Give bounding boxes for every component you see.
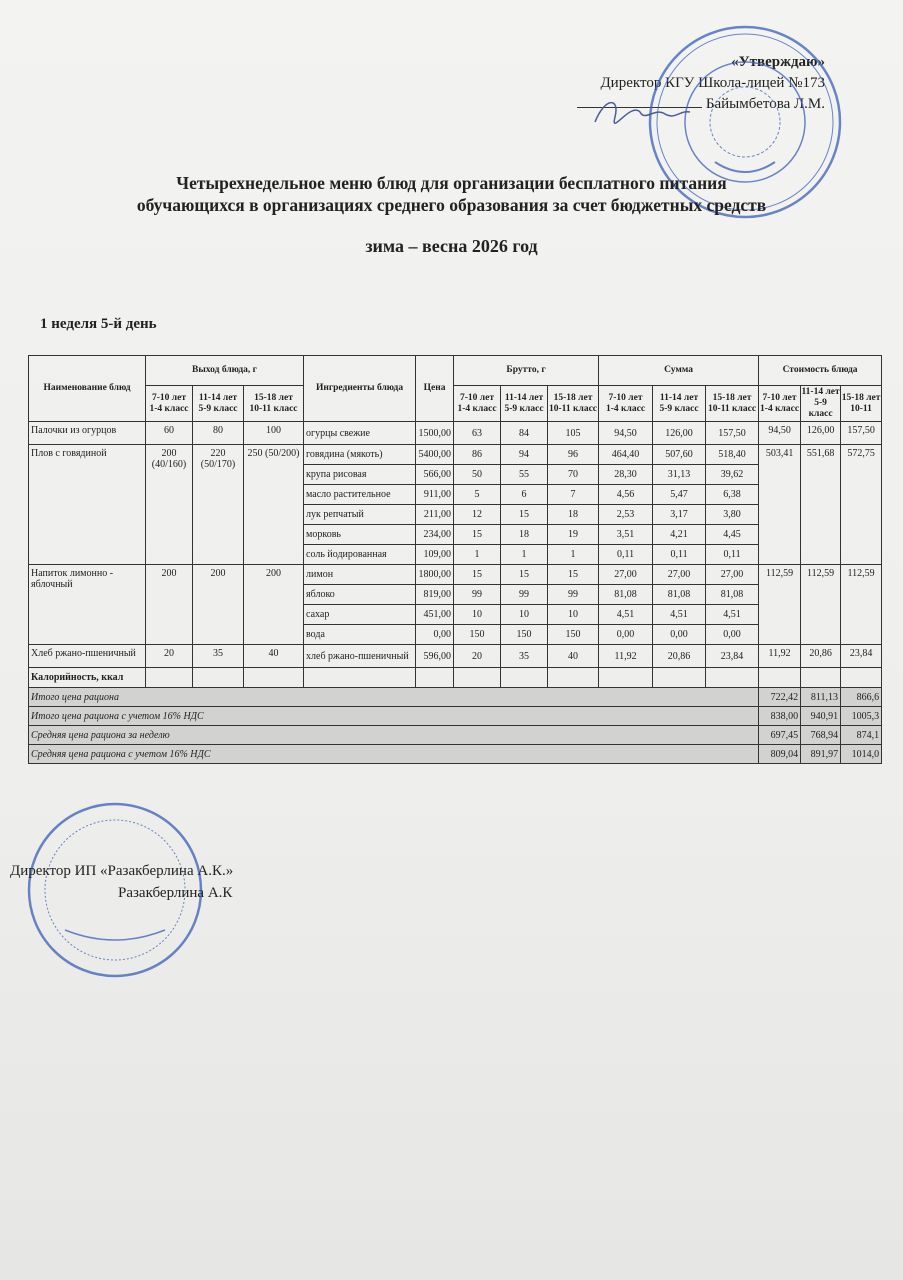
header-brutto-age-group — [548, 386, 599, 422]
ingredient-sum: 2,53 — [599, 505, 653, 525]
ingredient-sum: 27,00 — [599, 565, 653, 585]
ingredient-sum: 4,21 — [653, 525, 706, 545]
ingredient-sum: 4,56 — [599, 485, 653, 505]
totals-row — [29, 726, 882, 745]
ingredient-brutto: 55 — [501, 465, 548, 485]
ingredient-sum: 4,45 — [706, 525, 759, 545]
ingredient-sum: 0,00 — [599, 625, 653, 645]
dish-name: Плов с говядиной — [29, 445, 146, 565]
ingredient-sum: 81,08 — [653, 585, 706, 605]
ingredient-brutto: 15 — [501, 565, 548, 585]
totals-label: Итого цена рациона — [29, 688, 759, 707]
ingredient-brutto: 35 — [501, 645, 548, 668]
ingredient-sum: 0,11 — [653, 545, 706, 565]
empty-cell — [454, 668, 501, 688]
totals-label: Средняя цена рациона с учетом 16% НДС — [29, 745, 759, 764]
empty-cell — [244, 668, 304, 688]
dish-cost: 112,59 — [841, 565, 882, 645]
header-brutto-age-group — [454, 386, 501, 422]
ingredient-brutto: 99 — [501, 585, 548, 605]
signature-line — [577, 107, 702, 108]
grade-label: 5-9 класс — [504, 403, 544, 414]
ingredient-name: огурцы свежие — [304, 422, 416, 445]
totals-value: 722,42 — [759, 688, 801, 707]
document-title — [0, 172, 903, 216]
dish-yield: 20 — [146, 645, 193, 668]
ingredient-sum: 27,00 — [706, 565, 759, 585]
age-label: 15-18 лет — [553, 392, 593, 403]
ingredient-sum: 126,00 — [653, 422, 706, 445]
dish-cost: 94,50 — [759, 422, 801, 445]
ingredient-name: лимон — [304, 565, 416, 585]
ingredient-brutto: 10 — [454, 605, 501, 625]
grade-label: 1-4 класс — [606, 403, 646, 414]
ingredient-brutto: 15 — [548, 565, 599, 585]
ingredient-sum: 3,17 — [653, 505, 706, 525]
grade-label: 1-4 класс — [149, 403, 189, 414]
dish-yield: 60 — [146, 422, 193, 445]
dish-name: Хлеб ржано-пшеничный — [29, 645, 146, 668]
approval-position: Директор КГУ Школа-лицей №173 — [600, 75, 825, 91]
header-sum-age-group — [653, 386, 706, 422]
ingredient-sum: 0,11 — [706, 545, 759, 565]
empty-cell — [193, 668, 244, 688]
grade-label: 1-4 класс — [457, 403, 497, 414]
age-label: 15-18 лет — [254, 392, 293, 403]
ingredient-brutto: 150 — [454, 625, 501, 645]
ingredient-price: 451,00 — [416, 605, 454, 625]
dish-cost: 157,50 — [841, 422, 882, 445]
ingredient-sum: 39,62 — [706, 465, 759, 485]
ingredient-brutto: 40 — [548, 645, 599, 668]
dish-cost: 20,86 — [801, 645, 841, 668]
ingredient-sum: 464,40 — [599, 445, 653, 465]
header-ingredients: Ингредиенты блюда — [304, 356, 416, 422]
ingredient-name: масло растительное — [304, 485, 416, 505]
totals-value: 697,45 — [759, 726, 801, 745]
dish-yield: 100 — [244, 422, 304, 445]
totals-value: 811,13 — [801, 688, 841, 707]
ingredient-price: 109,00 — [416, 545, 454, 565]
age-label: 15-18 лет — [712, 392, 752, 403]
ingredient-brutto: 7 — [548, 485, 599, 505]
dish-cost: 551,68 — [801, 445, 841, 565]
age-label: 15-18 лет — [841, 392, 881, 403]
dish-cost: 126,00 — [801, 422, 841, 445]
ingredient-brutto: 50 — [454, 465, 501, 485]
ingredient-sum: 4,51 — [599, 605, 653, 625]
approval-heading: «Утверждаю» — [731, 54, 825, 70]
totals-row — [29, 745, 882, 764]
age-label: 7-10 лет — [151, 392, 186, 403]
ingredient-brutto: 150 — [548, 625, 599, 645]
ingredient-brutto: 18 — [501, 525, 548, 545]
empty-cell — [706, 668, 759, 688]
totals-value: 1005,3 — [841, 707, 882, 726]
header-sum-age-group — [706, 386, 759, 422]
totals-value: 1014,0 — [841, 745, 882, 764]
ingredient-sum: 81,08 — [706, 585, 759, 605]
dish-yield: 250 (50/200) — [244, 445, 304, 565]
grade-label: 1-4 класс — [760, 403, 800, 414]
ingredient-brutto: 15 — [501, 505, 548, 525]
age-label: 11-14 лет — [198, 392, 238, 403]
ingredient-name: морковь — [304, 525, 416, 545]
ingredient-name: хлеб ржано-пшеничный — [304, 645, 416, 668]
ingredient-brutto: 1 — [548, 545, 599, 565]
dish-cost: 23,84 — [841, 645, 882, 668]
header-yield-age-group — [244, 386, 304, 422]
empty-cell — [841, 668, 882, 688]
dish-yield: 40 — [244, 645, 304, 668]
dish-yield: 200 — [146, 565, 193, 645]
grade-label: 5-9 класс — [198, 403, 238, 414]
empty-cell — [599, 668, 653, 688]
ingredient-price: 5400,00 — [416, 445, 454, 465]
ingredient-brutto: 15 — [454, 565, 501, 585]
ingredient-price: 1800,00 — [416, 565, 454, 585]
menu-table — [28, 355, 882, 764]
totals-row — [29, 707, 882, 726]
ingredient-sum: 518,40 — [706, 445, 759, 465]
grade-label: 5-9 класс — [659, 403, 699, 414]
ingredient-sum: 94,50 — [599, 422, 653, 445]
totals-value: 940,91 — [801, 707, 841, 726]
totals-value: 866,6 — [841, 688, 882, 707]
title-line-1: Четырехнедельное меню блюд для организации бесплатного питания — [176, 173, 727, 193]
header-dish: Наименование блюд — [29, 356, 146, 422]
ingredient-name: вода — [304, 625, 416, 645]
header-yield-age-group — [146, 386, 193, 422]
empty-cell — [146, 668, 193, 688]
ingredient-sum: 23,84 — [706, 645, 759, 668]
ingredient-sum: 4,51 — [653, 605, 706, 625]
ingredient-sum: 20,86 — [653, 645, 706, 668]
ingredient-brutto: 20 — [454, 645, 501, 668]
week-day: 1 неделя 5-й день — [40, 316, 157, 332]
ingredient-name: крупа рисовая — [304, 465, 416, 485]
ingredient-brutto: 99 — [454, 585, 501, 605]
ingredient-name: яблоко — [304, 585, 416, 605]
ingredient-brutto: 70 — [548, 465, 599, 485]
age-label: 7-10 лет — [460, 392, 495, 403]
totals-label: Средняя цена рациона за неделю — [29, 726, 759, 745]
dish-name: Напиток лимонно - яблочный — [29, 565, 146, 645]
calories-label: Калорийность, ккал — [29, 668, 146, 688]
header-sum-age-group — [599, 386, 653, 422]
ingredient-sum: 4,51 — [706, 605, 759, 625]
header-brutto: Брутто, г — [454, 356, 599, 386]
empty-cell — [548, 668, 599, 688]
ingredient-brutto: 19 — [548, 525, 599, 545]
empty-cell — [501, 668, 548, 688]
ingredient-price: 1500,00 — [416, 422, 454, 445]
ingredient-price: 211,00 — [416, 505, 454, 525]
ingredient-brutto: 86 — [454, 445, 501, 465]
supplier-name: Разакберлина А.К — [118, 885, 233, 901]
ingredient-brutto: 10 — [501, 605, 548, 625]
age-label: 7-10 лет — [762, 392, 797, 403]
ingredient-brutto: 63 — [454, 422, 501, 445]
supplier-position: Директор ИП «Разакберлина А.К.» — [10, 863, 234, 879]
ingredient-price: 0,00 — [416, 625, 454, 645]
ingredient-brutto: 84 — [501, 422, 548, 445]
totals-label: Итого цена рациона с учетом 16% НДС — [29, 707, 759, 726]
empty-cell — [653, 668, 706, 688]
dish-cost: 503,41 — [759, 445, 801, 565]
ingredient-brutto: 5 — [454, 485, 501, 505]
ingredient-sum: 0,11 — [599, 545, 653, 565]
dish-yield: 35 — [193, 645, 244, 668]
header-yield-age-group — [193, 386, 244, 422]
ingredient-price: 911,00 — [416, 485, 454, 505]
ingredient-sum: 0,00 — [706, 625, 759, 645]
ingredient-brutto: 1 — [501, 545, 548, 565]
ingredient-sum: 3,80 — [706, 505, 759, 525]
header-cost-age-group — [841, 386, 882, 422]
dish-name: Палочки из огурцов — [29, 422, 146, 445]
ingredient-name: лук репчатый — [304, 505, 416, 525]
empty-cell — [759, 668, 801, 688]
dish-yield: 200 — [244, 565, 304, 645]
ingredient-sum: 5,47 — [653, 485, 706, 505]
ingredient-sum: 11,92 — [599, 645, 653, 668]
ingredient-sum: 27,00 — [653, 565, 706, 585]
ingredient-sum: 507,60 — [653, 445, 706, 465]
ingredient-price: 819,00 — [416, 585, 454, 605]
header-cost-age-group — [801, 386, 841, 422]
table-row — [29, 565, 882, 585]
totals-value: 838,00 — [759, 707, 801, 726]
ingredient-brutto: 150 — [501, 625, 548, 645]
approval-block — [577, 52, 825, 115]
header-sum: Сумма — [599, 356, 759, 386]
dish-yield: 220 (50/170) — [193, 445, 244, 565]
totals-value: 874,1 — [841, 726, 882, 745]
ingredient-sum: 28,30 — [599, 465, 653, 485]
dish-yield: 200 (40/160) — [146, 445, 193, 565]
table-row — [29, 445, 882, 465]
empty-cell — [801, 668, 841, 688]
dish-cost: 572,75 — [841, 445, 882, 565]
calories-row — [29, 668, 882, 688]
ingredient-name: сахар — [304, 605, 416, 625]
ingredient-brutto: 94 — [501, 445, 548, 465]
ingredient-brutto: 6 — [501, 485, 548, 505]
ingredient-brutto: 105 — [548, 422, 599, 445]
dish-cost: 112,59 — [801, 565, 841, 645]
dish-yield: 200 — [193, 565, 244, 645]
empty-cell — [304, 668, 416, 688]
ingredient-price: 596,00 — [416, 645, 454, 668]
supplier-signature-block — [10, 860, 233, 904]
ingredient-name: говядина (мякоть) — [304, 445, 416, 465]
ingredient-brutto: 15 — [454, 525, 501, 545]
ingredient-sum: 0,00 — [653, 625, 706, 645]
ingredient-brutto: 99 — [548, 585, 599, 605]
grade-label: 10-11 класс — [549, 403, 598, 414]
grade-label: 10-11 класс — [708, 403, 757, 414]
totals-value: 768,94 — [801, 726, 841, 745]
ingredient-sum: 157,50 — [706, 422, 759, 445]
totals-value: 891,97 — [801, 745, 841, 764]
ingredient-brutto: 12 — [454, 505, 501, 525]
header-price: Цена — [416, 356, 454, 422]
header-cost: Стоимость блюда — [759, 356, 882, 386]
ingredient-sum: 6,38 — [706, 485, 759, 505]
age-label: 7-10 лет — [608, 392, 643, 403]
ingredient-price: 566,00 — [416, 465, 454, 485]
grade-label: 5-9 класс — [808, 398, 833, 419]
header-cost-age-group — [759, 386, 801, 422]
ingredient-price: 234,00 — [416, 525, 454, 545]
season: зима – весна 2026 год — [365, 236, 538, 256]
ingredient-name: соль йодированная — [304, 545, 416, 565]
age-label: 11-14 лет — [504, 392, 544, 403]
totals-value: 809,04 — [759, 745, 801, 764]
header-yield: Выход блюда, г — [146, 356, 304, 386]
ingredient-sum: 31,13 — [653, 465, 706, 485]
age-label: 11-14 лет — [659, 392, 699, 403]
table-row — [29, 645, 882, 668]
dish-cost: 11,92 — [759, 645, 801, 668]
ingredient-brutto: 1 — [454, 545, 501, 565]
title-line-2: обучающихся в организациях среднего образования за счет бюджетных средств — [136, 195, 767, 215]
totals-row — [29, 688, 882, 707]
ingredient-brutto: 10 — [548, 605, 599, 625]
dish-cost: 112,59 — [759, 565, 801, 645]
ingredient-brutto: 96 — [548, 445, 599, 465]
grade-label: 10-11 класс — [249, 403, 298, 414]
ingredient-sum: 81,08 — [599, 585, 653, 605]
age-label: 11-14 лет — [801, 387, 840, 397]
table-row — [29, 422, 882, 445]
approval-name: Байымбетова Л.М. — [705, 96, 825, 112]
ingredient-brutto: 18 — [548, 505, 599, 525]
header-brutto-age-group — [501, 386, 548, 422]
ingredient-sum: 3,51 — [599, 525, 653, 545]
dish-yield: 80 — [193, 422, 244, 445]
grade-label: 10-11 — [850, 403, 872, 414]
empty-cell — [416, 668, 454, 688]
